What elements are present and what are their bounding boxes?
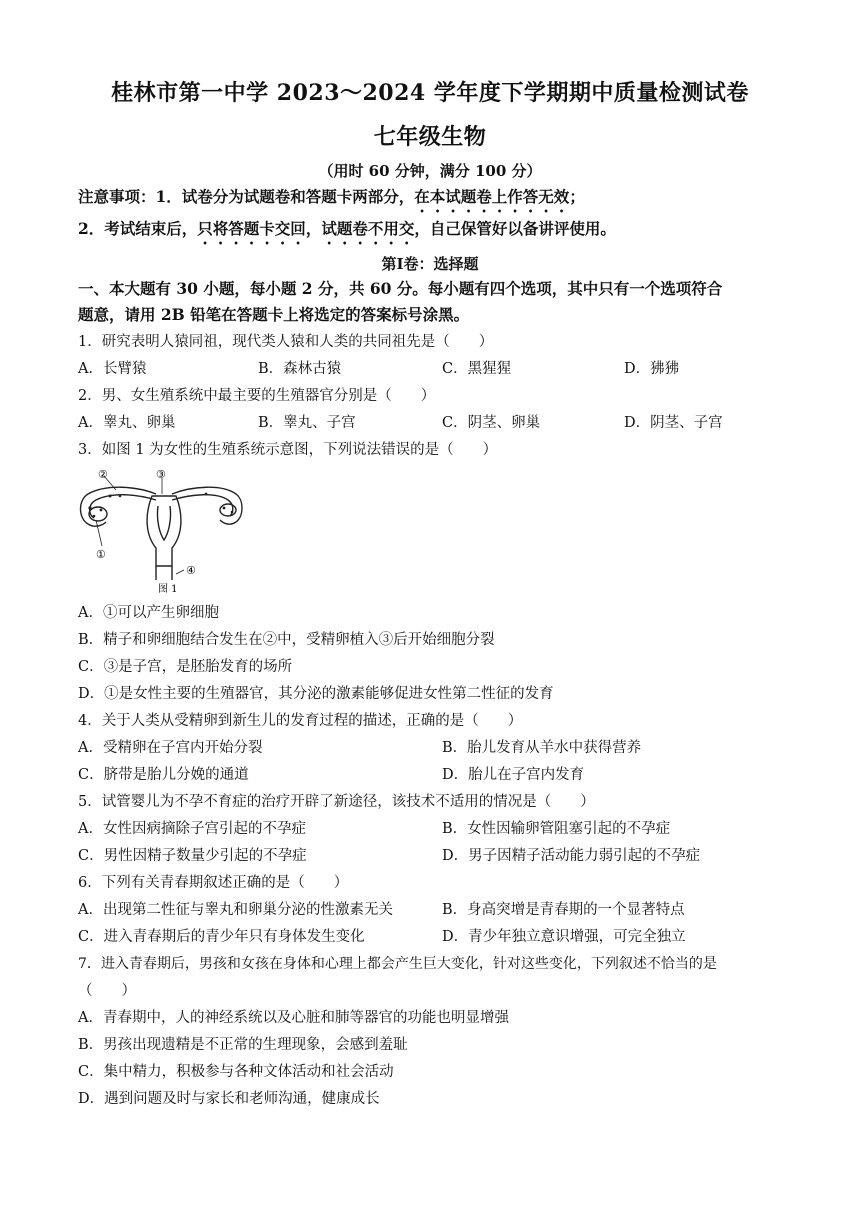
- question-5-option-a: A．女性因病摘除子宫引起的不孕症: [78, 821, 306, 837]
- question-1-option-b: B．森林古猿: [258, 361, 342, 377]
- question-2-option-c: C．阴茎、卵巢: [442, 415, 541, 431]
- question-3-option-c: C．③是子宫，是胚胎发育的场所: [78, 659, 293, 675]
- question-6-option-d: D．青少年独立意识增强，可完全独立: [442, 929, 686, 945]
- question-4-option-d: D．胎儿在子宫内发育: [442, 767, 585, 783]
- question-1-stem: 1．研究表明人猿同祖，现代类人猿和人类的共同祖先是（ ）: [78, 334, 494, 350]
- question-3-option-a: A．①可以产生卵细胞: [78, 605, 219, 621]
- notice-2-prefix: 2．考试结束后，: [78, 219, 198, 238]
- question-4-stem: 4．关于人类从受精卵到新生儿的发育过程的描述，正确的是（ ）: [78, 713, 523, 729]
- question-6-stem: 6．下列有关青春期叙述正确的是（ ）: [78, 875, 349, 891]
- question-4-option-c: C．脐带是胎儿分娩的通道: [78, 767, 249, 783]
- section-title: 第Ⅰ卷：选择题: [381, 255, 479, 273]
- question-7-option-c: C．集中精力，积极参与各种文体活动和社会活动: [78, 1064, 394, 1080]
- question-3-stem: 3．如图 1 为女性的生殖系统示意图，下列说法错误的是（ ）: [78, 442, 498, 458]
- question-2-option-b: B．睾丸、子宫: [258, 415, 356, 431]
- question-7-option-b: B．男孩出现遗精是不正常的生理现象，会感到羞耻: [78, 1037, 408, 1053]
- question-7-option-d: D．遇到问题及时与家长和老师沟通，健康成长: [78, 1091, 380, 1107]
- question-1-option-d: D．狒狒: [624, 361, 680, 377]
- question-6-option-c: C．进入青春期后的青少年只有身体发生变化: [78, 929, 365, 945]
- question-2-stem: 2．男、女生殖系统中最主要的生殖器官分别是（ ）: [78, 388, 436, 404]
- question-7-option-a: A．青春期中，人的神经系统以及心脏和肺等器官的功能也明显增强: [78, 1010, 509, 1026]
- figure-label-2: ②: [98, 468, 108, 481]
- question-7-stem: 7．进入青春期后，男孩和女孩在身体和心理上都会产生巨大变化，针对这些变化，下列叙述不恰当的是: [78, 956, 717, 972]
- figure-label-1: ①: [96, 548, 106, 561]
- question-6-option-b: B．身高突增是青春期的一个显著特点: [442, 902, 685, 918]
- notice-2-mid: ，: [305, 219, 322, 238]
- female-reproductive-system-figure: [76, 466, 246, 596]
- question-5-option-d: D．男子因精子活动能力弱引起的不孕症: [442, 848, 701, 864]
- question-4-option-b: B．胎儿发育从羊水中获得营养: [442, 740, 642, 756]
- notice-1-suffix: ；: [569, 187, 585, 206]
- question-1-option-a: A．长臂猿: [78, 361, 147, 377]
- notice-2-suffix: ，自己保管好以备讲评使用。: [414, 219, 616, 238]
- notice-line-1: [78, 187, 585, 216]
- figure-caption: 图 1: [158, 584, 178, 595]
- notice-2-emphasis-1: 只将答题卡交回: [197, 219, 306, 238]
- question-5-option-c: C．男性因精子数量少引起的不孕症: [78, 848, 307, 864]
- question-4-option-a: A．受精卵在子宫内开始分裂: [78, 740, 263, 756]
- figure-label-3: ③: [156, 468, 166, 481]
- notice-2-emphasis-2: 试题卷不用交: [321, 219, 415, 238]
- notice-1-prefix: 注意事项：1．试卷分为试题卷和答题卡两部分，: [78, 187, 415, 206]
- notice-line-2: [78, 219, 616, 248]
- section-instructions-1: 一、本大题有 30 小题，每小题 2 分，共 60 分。每小题有四个选项，其中只有一个选项符合: [78, 279, 723, 298]
- section-instructions-2: 题意，请用 2B 铅笔在答题卡上将选定的答案标号涂黑。: [78, 305, 470, 324]
- question-2-option-a: A．睾丸、卵巢: [78, 415, 176, 431]
- question-3-option-d: D．①是女性主要的生殖器官，其分泌的激素能够促进女性第二性征的发育: [78, 686, 554, 702]
- exam-title: 桂林市第一中学 2023～2024 学年度下学期期中质量检测试卷: [111, 80, 749, 106]
- figure-label-4: ④: [186, 564, 196, 577]
- exam-time-note: （用时 60 分钟，满分 100 分）: [318, 162, 542, 180]
- question-5-stem: 5．试管婴儿为不孕不育症的治疗开辟了新途径，该技术不适用的情况是（ ）: [78, 794, 595, 810]
- question-3-option-b: B．精子和卵细胞结合发生在②中，受精卵植入③后开始细胞分裂: [78, 632, 495, 648]
- uterus-diagram-icon: [76, 466, 246, 596]
- notice-1-emphasis: 在本试题卷上作答无效: [414, 187, 570, 206]
- question-6-option-a: A．出现第二性征与睾丸和卵巢分泌的性激素无关: [78, 902, 393, 918]
- question-2-option-d: D．阴茎、子宫: [624, 415, 723, 431]
- question-5-option-b: B．女性因输卵管阻塞引起的不孕症: [442, 821, 671, 837]
- exam-subject: 七年级生物: [373, 124, 487, 150]
- question-7-stem-cont: （ ）: [78, 983, 136, 999]
- question-1-option-c: C．黑猩猩: [442, 361, 512, 377]
